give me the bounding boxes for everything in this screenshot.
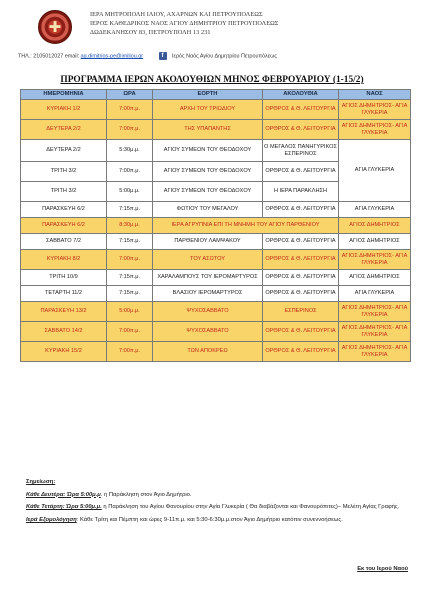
cell-church: ΑΓΙΟΣ ΔΗΜΗΤΡΙΟΣ- ΑΓΙΑ ΓΛΥΚΕΡΙΑ: [339, 302, 411, 322]
cell-feast: ΨΥΧΟΣΑΒΒΑΤΟ: [153, 322, 263, 342]
letterhead-line: ΙΕΡΑ ΜΗΤΡΟΠΟΛΗ ΙΛΙΟΥ, ΑΧΑΡΝΩΝ ΚΑΙ ΠΕΤΡΟΥΠΟΛΕΩΣ: [90, 11, 263, 18]
cell-feast: ΑΓΙΟΥ ΣΥΜΕΩΝ ΤΟΥ ΘΕΟΔΟΧΟΥ: [153, 162, 263, 182]
cell-time: 7:15π.μ.: [107, 270, 153, 286]
cell-feast: ΧΑΡΑΛΑΜΠΟΥΣ ΤΟΥ ΙΕΡΟΜΑΡΤΥΡΟΣ: [153, 270, 263, 286]
cell-feast: ΤΟΥ ΑΣΩΤΟΥ: [153, 250, 263, 270]
table-row: [21, 250, 411, 270]
cell-service: ΕΣΠΕΡΙΝΟΣ: [263, 302, 339, 322]
cell-date: ΠΑΡΑΣΚΕΥΗ 13/2: [21, 302, 107, 322]
cell-feast: ΨΥΧΟΣΑΒΒΑΤΟ: [153, 302, 263, 322]
cell-service: ΟΡΘΡΟΣ & Θ. ΛΕΙΤΟΥΡΓΙΑ: [263, 270, 339, 286]
cell-church: ΑΓΙΑ ΓΛΥΚΕΡΙΑ: [339, 140, 411, 202]
cell-service: ΟΡΘΡΟΣ & Θ. ΛΕΙΤΟΥΡΓΙΑ: [263, 286, 339, 302]
cell-church: ΑΓΙΟΣ ΔΗΜΗΤΡΙΟΣ- ΑΓΙΑ ΓΛΥΚΕΡΙΑ: [339, 342, 411, 362]
note-monday: [26, 491, 411, 500]
cell-date: ΤΡΙΤΗ 3/2: [21, 182, 107, 202]
table-row: [21, 286, 411, 302]
cell-feast: ΑΓΙΟΥ ΣΥΜΕΩΝ ΤΟΥ ΘΕΟΔΟΧΟΥ: [153, 140, 263, 162]
cell-date: ΚΥΡΙΑΚΗ 15/2: [21, 342, 107, 362]
table-row: [21, 140, 411, 162]
email-link[interactable]: ag.dimitrios-pe@imiliou.gr: [80, 53, 144, 60]
letterhead-text: [90, 10, 278, 37]
table-row: [21, 202, 411, 218]
cell-time: 5:00μ.μ.: [107, 302, 153, 322]
cell-time: 7:00π.μ.: [107, 250, 153, 270]
cell-church: ΑΓΙΟΣ ΔΗΜΗΤΡΙΟΣ- ΑΓΙΑ ΓΛΥΚΕΡΙΑ: [339, 250, 411, 270]
cell-feast: ΤΩΝ ΑΠΟΚΡΕΩ: [153, 342, 263, 362]
contact-line: [18, 52, 418, 60]
cell-feast: ΦΩΤΙΟΥ ΤΟΥ ΜΕΓΑΛΟΥ: [153, 202, 263, 218]
phone-label: ΤΗΛ.: 2105012027 email:: [18, 53, 80, 60]
cell-church: ΑΓΙΑ ΓΛΥΚΕΡΙΑ: [339, 202, 411, 218]
cell-date: ΣΑΒΒΑΤΟ 14/2: [21, 322, 107, 342]
col-header-feast: ΕΟΡΤΗ: [153, 90, 263, 100]
col-header-date: ΗΜΕΡΟΜΗΝΙΑ: [21, 90, 107, 100]
cell-church: ΑΓΙΟΣ ΔΗΜΗΤΡΙΟΣ: [339, 218, 411, 234]
cell-date: ΠΑΡΑΣΚΕΥΗ 6/2: [21, 218, 107, 234]
cell-date: ΤΕΤΑΡΤΗ 11/2: [21, 286, 107, 302]
metropolis-seal-icon: [38, 10, 72, 44]
table-row: [21, 322, 411, 342]
cell-date: ΠΑΡΑΣΚΕΥΗ 6/2: [21, 202, 107, 218]
cell-date: ΤΡΙΤΗ 10/9: [21, 270, 107, 286]
cell-date: ΚΥΡΙΑΚΗ 1/2: [21, 100, 107, 120]
cell-time: 7:00π.μ.: [107, 100, 153, 120]
cell-feast: ΙΕΡΑ ΑΓΡΥΠΝΙΑ ΕΠΙ ΤΗ ΜΝΗΜΗ ΤΟΥ ΑΓΙΟΥ ΠΑΡΘΕΝΙΟΥ: [153, 218, 339, 234]
cell-date: ΔΕΥΤΕΡΑ 2/2: [21, 120, 107, 140]
cell-church: ΑΓΙΟΣ ΔΗΜΗΤΡΙΟΣ- ΑΓΙΑ ΓΛΥΚΕΡΙΑ: [339, 322, 411, 342]
table-row: [21, 120, 411, 140]
table-row: [21, 218, 411, 234]
table-row: [21, 302, 411, 322]
col-header-time: ΩΡΑ: [107, 90, 153, 100]
cell-service: ΟΡΘΡΟΣ & Θ. ΛΕΙΤΟΥΡΓΙΑ: [263, 322, 339, 342]
note-monday-label: Κάθε Δευτέρα: Ώρα 5:00μ.μ: [26, 491, 101, 498]
cell-church: ΑΓΙΟΣ ΔΗΜΗΤΡΙΟΣ- ΑΓΙΑ ΓΛΥΚΕΡΙΑ: [339, 120, 411, 140]
cell-service: ΟΡΘΡΟΣ & Θ. ΛΕΙΤΟΥΡΓΙΑ: [263, 342, 339, 362]
cell-service: ΟΡΘΡΟΣ & Θ. ΛΕΙΤΟΥΡΓΙΑ: [263, 100, 339, 120]
notes-heading: Σημείωση:: [26, 479, 56, 485]
cell-service: ΟΡΘΡΟΣ & Θ. ΛΕΙΤΟΥΡΓΙΑ: [263, 250, 339, 270]
cell-time: 5:30μ.μ.: [107, 140, 153, 162]
cell-feast: ΤΗΣ ΥΠΑΠΑΝΤΗΣ: [153, 120, 263, 140]
cell-feast: ΑΓΙΟΥ ΣΥΜΕΩΝ ΤΟΥ ΘΕΟΔΟΧΟΥ: [153, 182, 263, 202]
facebook-icon[interactable]: f: [159, 52, 167, 60]
cell-time: 8:30μ.μ.: [107, 218, 153, 234]
table-header-row: [21, 90, 411, 100]
note-wednesday-text: η Παράκληση του Αγίου Φανουρίου στην Αγία Γλυκερία ( Θα διαβάζονται και Φανουρόπιτες)– Μελέτη Αγίας Γραφής.: [101, 504, 400, 511]
notes-section: [26, 478, 411, 528]
cell-church: ΑΓΙΟΣ ΔΗΜΗΤΡΙΟΣ: [339, 270, 411, 286]
cell-date: ΔΕΥΤΕΡΑ 2/2: [21, 140, 107, 162]
cell-church: ΑΓΙΑ ΓΛΥΚΕΡΙΑ: [339, 286, 411, 302]
cell-time: 7:00π.μ.: [107, 120, 153, 140]
cell-feast: ΠΑΡΘΕΝΙΟΥ ΛΑΜΨΑΚΟΥ: [153, 234, 263, 250]
cell-service: ΟΡΘΡΟΣ & Θ. ΛΕΙΤΟΥΡΓΙΑ: [263, 120, 339, 140]
note-monday-text: . η Παράκληση στον Άγιο Δημήτριο.: [100, 491, 192, 498]
letterhead-line: ΙΕΡΟΣ ΚΑΘΕΔΡΙΚΟΣ ΝΑΟΣ ΑΓΙΟΥ ΔΗΜΗΤΡΙΟΥ ΠΕΤΡΟΥΠΟΛΕΩΣ: [90, 20, 279, 27]
cell-service: ΟΡΘΡΟΣ & Θ. ΛΕΙΤΟΥΡΓΙΑ: [263, 234, 339, 250]
cell-date: ΤΡΙΤΗ 3/2: [21, 162, 107, 182]
note-confession: [26, 516, 411, 525]
cell-time: 7:15π.μ.: [107, 286, 153, 302]
cell-time: 7:00π.μ.: [107, 322, 153, 342]
cell-church: ΑΓΙΟΣ ΔΗΜΗΤΡΙΟΣ- ΑΓΙΑ ΓΛΥΚΕΡΙΑ: [339, 100, 411, 120]
note-confession-text: : Κάθε Τρίτη και Πέμπτη και ώρες 9-11π.μ. και 5:30-6:30μ.μ.στον Άγιο Δημήτριο κατόπιν συνεννοήσεως.: [76, 516, 343, 523]
table-row: [21, 100, 411, 120]
cell-time: 7:15π.μ.: [107, 202, 153, 218]
col-header-service: ΑΚΟΛΟΥΘΙΑ: [263, 90, 339, 100]
note-wednesday-label: Κάθε Τετάρτη: Ώρα 5:00μ.μ.: [26, 504, 102, 511]
cell-time: 7:00π.μ.: [107, 342, 153, 362]
note-confession-label: Ιερά Εξομολόγηση: [26, 516, 77, 523]
cell-date: ΣΑΒΒΑΤΟ 7/2: [21, 234, 107, 250]
cell-church: ΑΓΙΟΣ ΔΗΜΗΤΡΙΟΣ: [339, 234, 411, 250]
schedule-title: ΠΡΟΓΡΑΜΜΑ ΙΕΡΩΝ ΑΚΟΛΟΥΘΙΩΝ ΜΗΝΟΣ ΦΕΒΡΟΥΑΡΙΟΥ (1-15/2): [60, 75, 364, 85]
schedule-table: [20, 89, 411, 362]
letterhead: [8, 6, 416, 64]
cell-service: Ο ΜΕΓΑΛΟΣ ΠΑΝΗΓΥΡΙΚΟΣ ΕΣΠΕΡΙΝΟΣ: [263, 140, 339, 162]
cell-date: ΚΥΡΙΑΚΗ 8/2: [21, 250, 107, 270]
facebook-page-name: Ιερός Ναός Αγίου Δημητρίου Πετρουπόλεως: [172, 53, 277, 60]
cell-time: 7:00π.μ.: [107, 162, 153, 182]
table-row: [21, 342, 411, 362]
table-row: [21, 234, 411, 250]
table-row: [21, 270, 411, 286]
cell-time: 5:00μ.μ.: [107, 182, 153, 202]
cell-service: ΟΡΘΡΟΣ & Θ. ΛΕΙΤΟΥΡΓΙΑ: [263, 202, 339, 218]
cell-service: ΟΡΘΡΟΣ & Θ. ΛΕΙΤΟΥΡΓΙΑ: [263, 162, 339, 182]
col-header-church: ΝΑΟΣ: [339, 90, 411, 100]
cell-time: 7:15π.μ.: [107, 234, 153, 250]
note-wednesday: [26, 503, 411, 512]
signature: Εκ του Ιερού Ναού: [357, 566, 408, 572]
letterhead-line: ΔΩΔΕΚΑΝΗΣΟΥ 83, ΠΕΤΡΟΥΠΟΛΗ 13 231: [90, 29, 211, 36]
cell-feast: ΑΡΧΗ ΤΟΥ ΤΡΙΩΔΙΟΥ: [153, 100, 263, 120]
cell-service: Η ΙΕΡΑ ΠΑΡΑΚΛΗΣΗ: [263, 182, 339, 202]
cell-feast: ΒΛΑΣΙΟΥ ΙΕΡΟΜΑΡΤΥΡΟΣ: [153, 286, 263, 302]
